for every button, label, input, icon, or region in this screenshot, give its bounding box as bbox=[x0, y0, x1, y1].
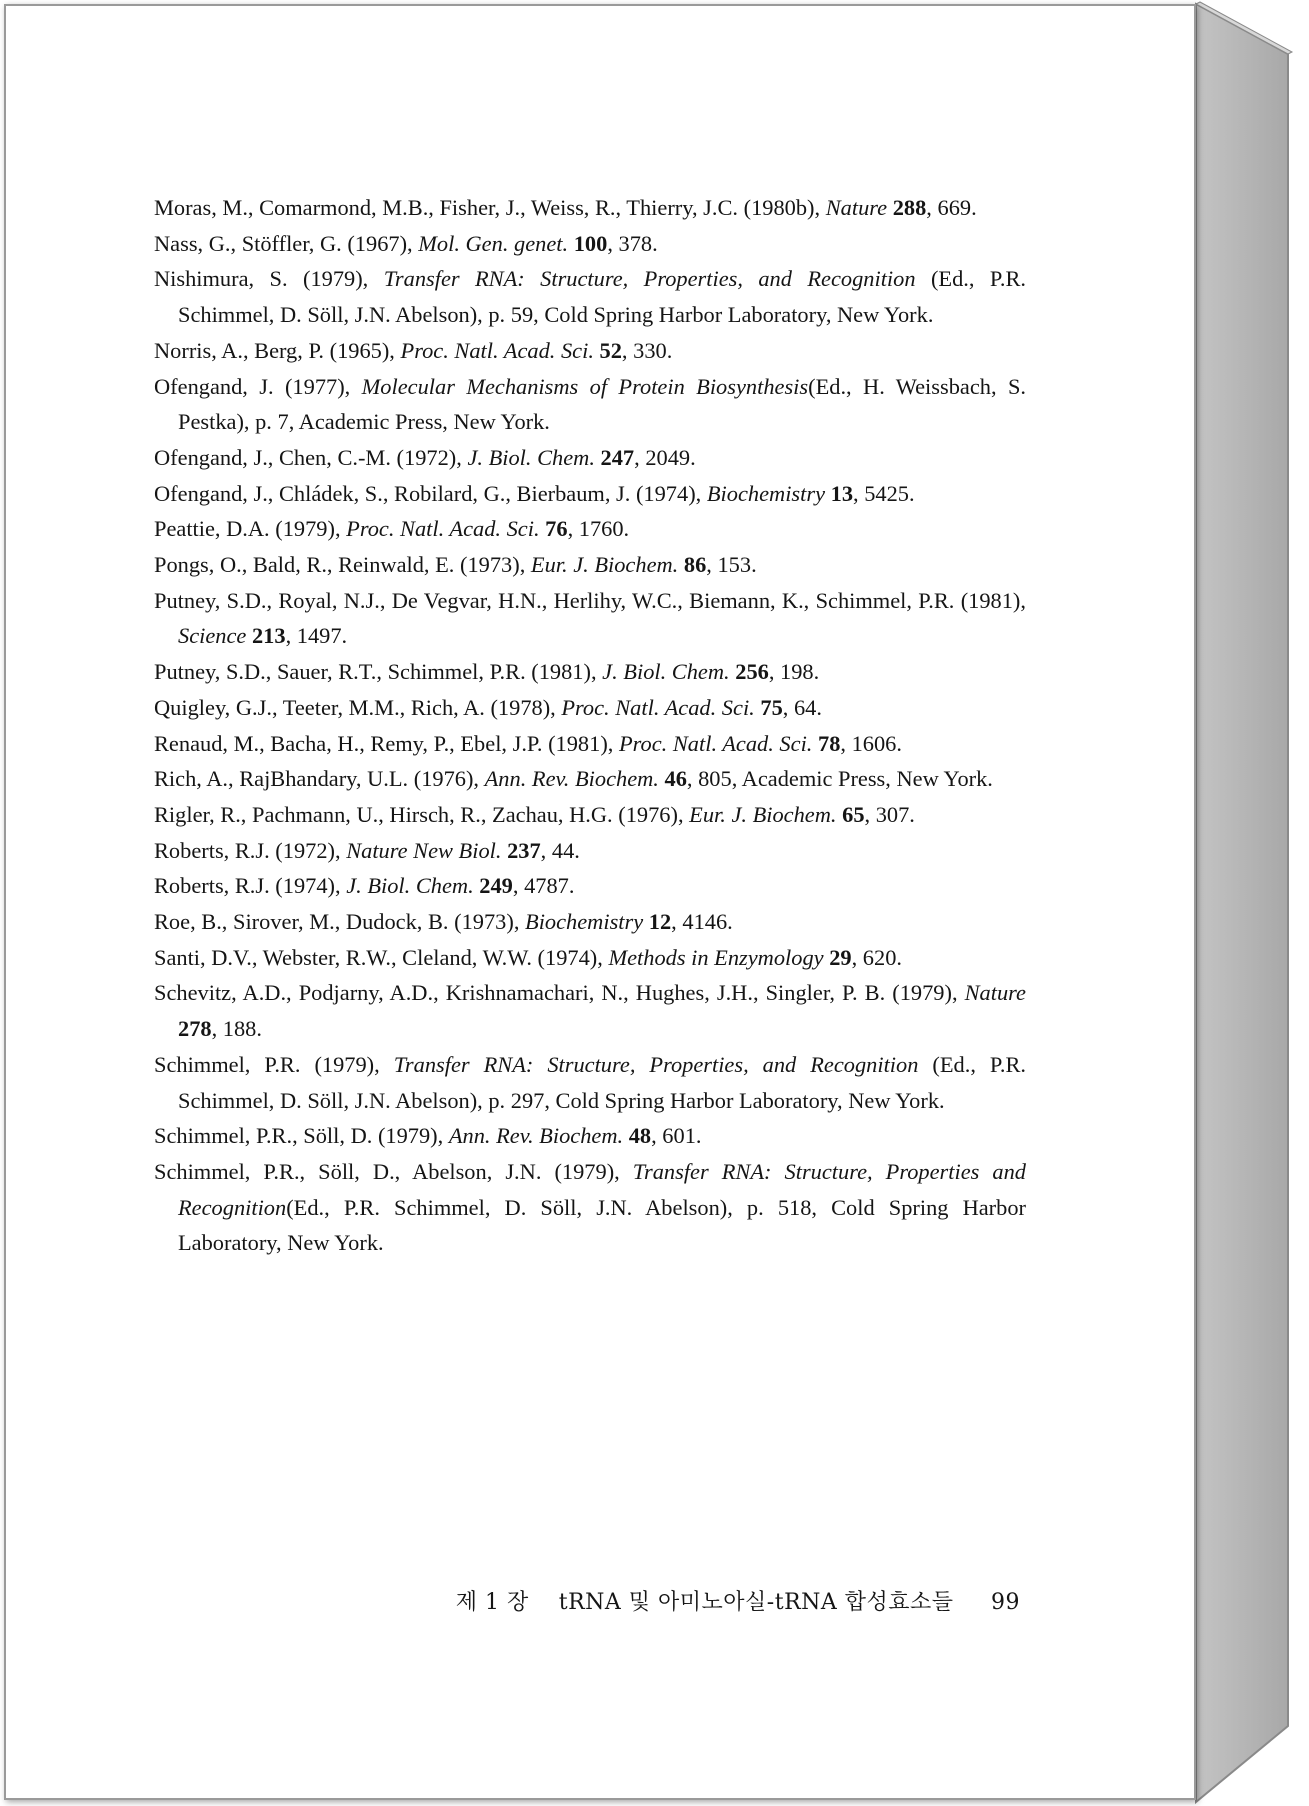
reference-journal: Ann. Rev. Biochem. bbox=[484, 766, 659, 792]
reference-authors: Moras, M., Comarmond, M.B., Fisher, J., Weiss, R., Thierry, J.C. (1980b), bbox=[154, 195, 826, 220]
reference-entry bbox=[154, 440, 1026, 476]
reference-volume: 29 bbox=[829, 944, 852, 970]
reference-details: , 601. bbox=[651, 1123, 702, 1149]
reference-authors: Pongs, O., Bald, R., Reinwald, E. (1973), bbox=[154, 552, 531, 578]
reference-entry bbox=[154, 975, 1026, 1046]
reference-journal: Transfer RNA: Structure, Properties, and Recognition bbox=[393, 1051, 919, 1077]
reference-entry bbox=[154, 833, 1026, 869]
reference-volume: 100 bbox=[573, 230, 608, 256]
reference-entry bbox=[154, 797, 1026, 833]
reference-details: , 1760. bbox=[567, 516, 630, 542]
reference-journal: Biochemistry bbox=[706, 480, 826, 506]
reference-entry bbox=[154, 1118, 1026, 1154]
reference-entry bbox=[154, 369, 1026, 440]
reference-authors: Renaud, M., Bacha, H., Remy, P., Ebel, J.P. (1981), bbox=[154, 730, 619, 756]
reference-entry bbox=[154, 547, 1026, 583]
reference-journal: Biochemistry bbox=[525, 909, 644, 935]
reference-authors: Roe, B., Sirover, M., Dudock, B. (1973), bbox=[154, 909, 526, 935]
reference-entry bbox=[154, 511, 1026, 547]
reference-authors: Nass, G., Stöffler, G. (1967), bbox=[154, 230, 419, 256]
reference-journal: J. Biol. Chem. bbox=[602, 659, 730, 685]
reference-entry bbox=[154, 940, 1026, 976]
reference-journal: J. Biol. Chem. bbox=[467, 444, 595, 470]
reference-authors: Schimmel, P.R., Söll, D. (1979), bbox=[154, 1123, 449, 1149]
reference-volume: 12 bbox=[648, 909, 672, 935]
reference-entry bbox=[154, 190, 1026, 226]
reference-journal: Nature bbox=[964, 980, 1026, 1006]
reference-journal: Molecular Mechanisms of Protein Biosynthesis bbox=[361, 373, 809, 399]
reference-details: , 4146. bbox=[671, 909, 733, 935]
reference-entry bbox=[154, 583, 1026, 654]
reference-volume: 256 bbox=[735, 659, 769, 685]
chapter-label: 제 1 장 bbox=[455, 1590, 529, 1615]
reference-entry bbox=[154, 904, 1026, 940]
reference-journal: Proc. Natl. Acad. Sci. bbox=[561, 694, 755, 720]
reference-authors: Schimmel, P.R., Söll, D., Abelson, J.N. (1979), bbox=[154, 1158, 633, 1184]
reference-volume: 86 bbox=[683, 552, 707, 578]
reference-details: , 4787. bbox=[512, 873, 575, 899]
reference-volume: 278 bbox=[178, 1016, 212, 1042]
reference-details: , 188. bbox=[211, 1016, 262, 1042]
reference-details: , 153. bbox=[706, 552, 757, 578]
reference-journal: Nature bbox=[825, 195, 888, 220]
reference-journal: Proc. Natl. Acad. Sci. bbox=[618, 730, 813, 756]
reference-journal: Transfer RNA: Structure, Properties and Recognition bbox=[178, 1158, 1026, 1220]
reference-authors: Quigley, G.J., Teeter, M.M., Rich, A. (1978), bbox=[154, 694, 562, 720]
reference-authors: Ofengand, J., Chen, C.-M. (1972), bbox=[154, 444, 468, 470]
reference-list bbox=[154, 190, 1026, 1261]
reference-details: (Ed., H. Weissbach, S. Pestka), p. 7, Academic Press, New York. bbox=[178, 373, 1027, 435]
reference-authors: Norris, A., Berg, P. (1965), bbox=[154, 337, 401, 363]
reference-details: (Ed., P.R. Schimmel, D. Söll, J.N. Abelson), p. 297, Cold Spring Harbor Laboratory, New York. bbox=[178, 1051, 1026, 1113]
reference-details: , 44. bbox=[540, 837, 580, 863]
reference-details: , 198. bbox=[768, 659, 820, 685]
reference-entry bbox=[154, 261, 1026, 332]
reference-volume: 78 bbox=[818, 730, 841, 756]
page-footer bbox=[420, 1585, 1020, 1616]
reference-authors: Ofengand, J., Chládek, S., Robilard, G., Bierbaum, J. (1974), bbox=[154, 480, 707, 506]
reference-journal: J. Biol. Chem. bbox=[346, 873, 474, 899]
reference-volume: 76 bbox=[545, 516, 568, 542]
reference-entry bbox=[154, 868, 1026, 904]
reference-journal: Nature New Biol. bbox=[346, 837, 502, 863]
reference-entry bbox=[154, 476, 1026, 512]
reference-authors: Rigler, R., Pachmann, U., Hirsch, R., Zachau, H.G. (1976), bbox=[154, 801, 690, 827]
reference-volume: 75 bbox=[760, 694, 783, 720]
reference-details: , 620. bbox=[851, 944, 902, 970]
reference-details: , 378. bbox=[607, 230, 658, 256]
reference-volume: 65 bbox=[842, 801, 865, 827]
reference-details: , 805, Academic Press, New York. bbox=[686, 766, 993, 792]
reference-journal: Eur. J. Biochem. bbox=[689, 801, 837, 827]
reference-entry bbox=[154, 1154, 1026, 1261]
reference-authors: Santi, D.V., Webster, R.W., Cleland, W.W. (1974), bbox=[154, 944, 609, 970]
reference-details: , 669. bbox=[926, 195, 977, 220]
reference-volume: 52 bbox=[599, 337, 622, 363]
reference-journal: Ann. Rev. Biochem. bbox=[448, 1123, 624, 1149]
reference-journal: Proc. Natl. Acad. Sci. bbox=[346, 516, 540, 542]
reference-volume: 237 bbox=[507, 837, 541, 863]
reference-volume: 48 bbox=[628, 1123, 652, 1149]
chapter-title: tRNA 및 아미노아실-tRNA 합성효소들 bbox=[558, 1590, 954, 1615]
reference-details: , 1606. bbox=[840, 730, 902, 756]
reference-authors: Rich, A., RajBhandary, U.L. (1976), bbox=[154, 766, 485, 792]
reference-authors: Schimmel, P.R. (1979), bbox=[154, 1051, 394, 1077]
reference-volume: 288 bbox=[892, 195, 927, 220]
reference-details: (Ed., P.R. Schimmel, D. Söll, J.N. Abelson), p. 59, Cold Spring Harbor Laboratory, New York. bbox=[178, 266, 1026, 328]
reference-volume: 13 bbox=[830, 480, 854, 506]
reference-volume: 213 bbox=[251, 623, 286, 649]
reference-entry bbox=[154, 226, 1026, 262]
reference-authors: Roberts, R.J. (1972), bbox=[154, 837, 347, 863]
reference-details: , 64. bbox=[782, 694, 822, 720]
reference-entry bbox=[154, 333, 1026, 369]
reference-journal: Science bbox=[178, 623, 247, 649]
reference-journal: Eur. J. Biochem. bbox=[530, 552, 679, 578]
reference-details: , 307. bbox=[864, 801, 915, 827]
reference-details: , 330. bbox=[621, 337, 673, 363]
reference-entry bbox=[154, 761, 1026, 797]
reference-entry bbox=[154, 1047, 1026, 1118]
reference-authors: Putney, S.D., Sauer, R.T., Schimmel, P.R. (1981), bbox=[154, 659, 603, 685]
reference-details: , 1497. bbox=[285, 623, 348, 649]
reference-entry bbox=[154, 726, 1026, 762]
reference-journal: Transfer RNA: Structure, Properties, and Recognition bbox=[383, 266, 916, 292]
reference-details: , 5425. bbox=[853, 480, 915, 506]
reference-details: , 2049. bbox=[634, 444, 696, 470]
reference-volume: 46 bbox=[664, 766, 687, 792]
reference-authors: Schevitz, A.D., Podjarny, A.D., Krishnamachari, N., Hughes, J.H., Singler, P. B. (1979), bbox=[154, 980, 965, 1006]
reference-volume: 249 bbox=[479, 873, 513, 899]
reference-authors: Roberts, R.J. (1974), bbox=[154, 873, 347, 899]
reference-authors: Peattie, D.A. (1979), bbox=[154, 516, 347, 542]
reference-journal: Methods in Enzymology bbox=[608, 944, 824, 970]
reference-journal: Proc. Natl. Acad. Sci. bbox=[400, 337, 594, 363]
page-number: 99 bbox=[991, 1590, 1020, 1615]
reference-entry bbox=[154, 690, 1026, 726]
reference-entry bbox=[154, 654, 1026, 690]
reference-volume: 247 bbox=[600, 444, 635, 470]
reference-authors: Nishimura, S. (1979), bbox=[154, 266, 384, 292]
reference-journal: Mol. Gen. genet. bbox=[418, 230, 569, 256]
reference-authors: Putney, S.D., Royal, N.J., De Vegvar, H.N., Herlihy, W.C., Biemann, K., Schimmel, P.R. (1981), bbox=[154, 587, 1026, 613]
reference-details: (Ed., P.R. Schimmel, D. Söll, J.N. Abelson), p. 518, Cold Spring Harbor Laboratory, New York. bbox=[178, 1194, 1026, 1256]
reference-authors: Ofengand, J. (1977), bbox=[154, 373, 362, 399]
